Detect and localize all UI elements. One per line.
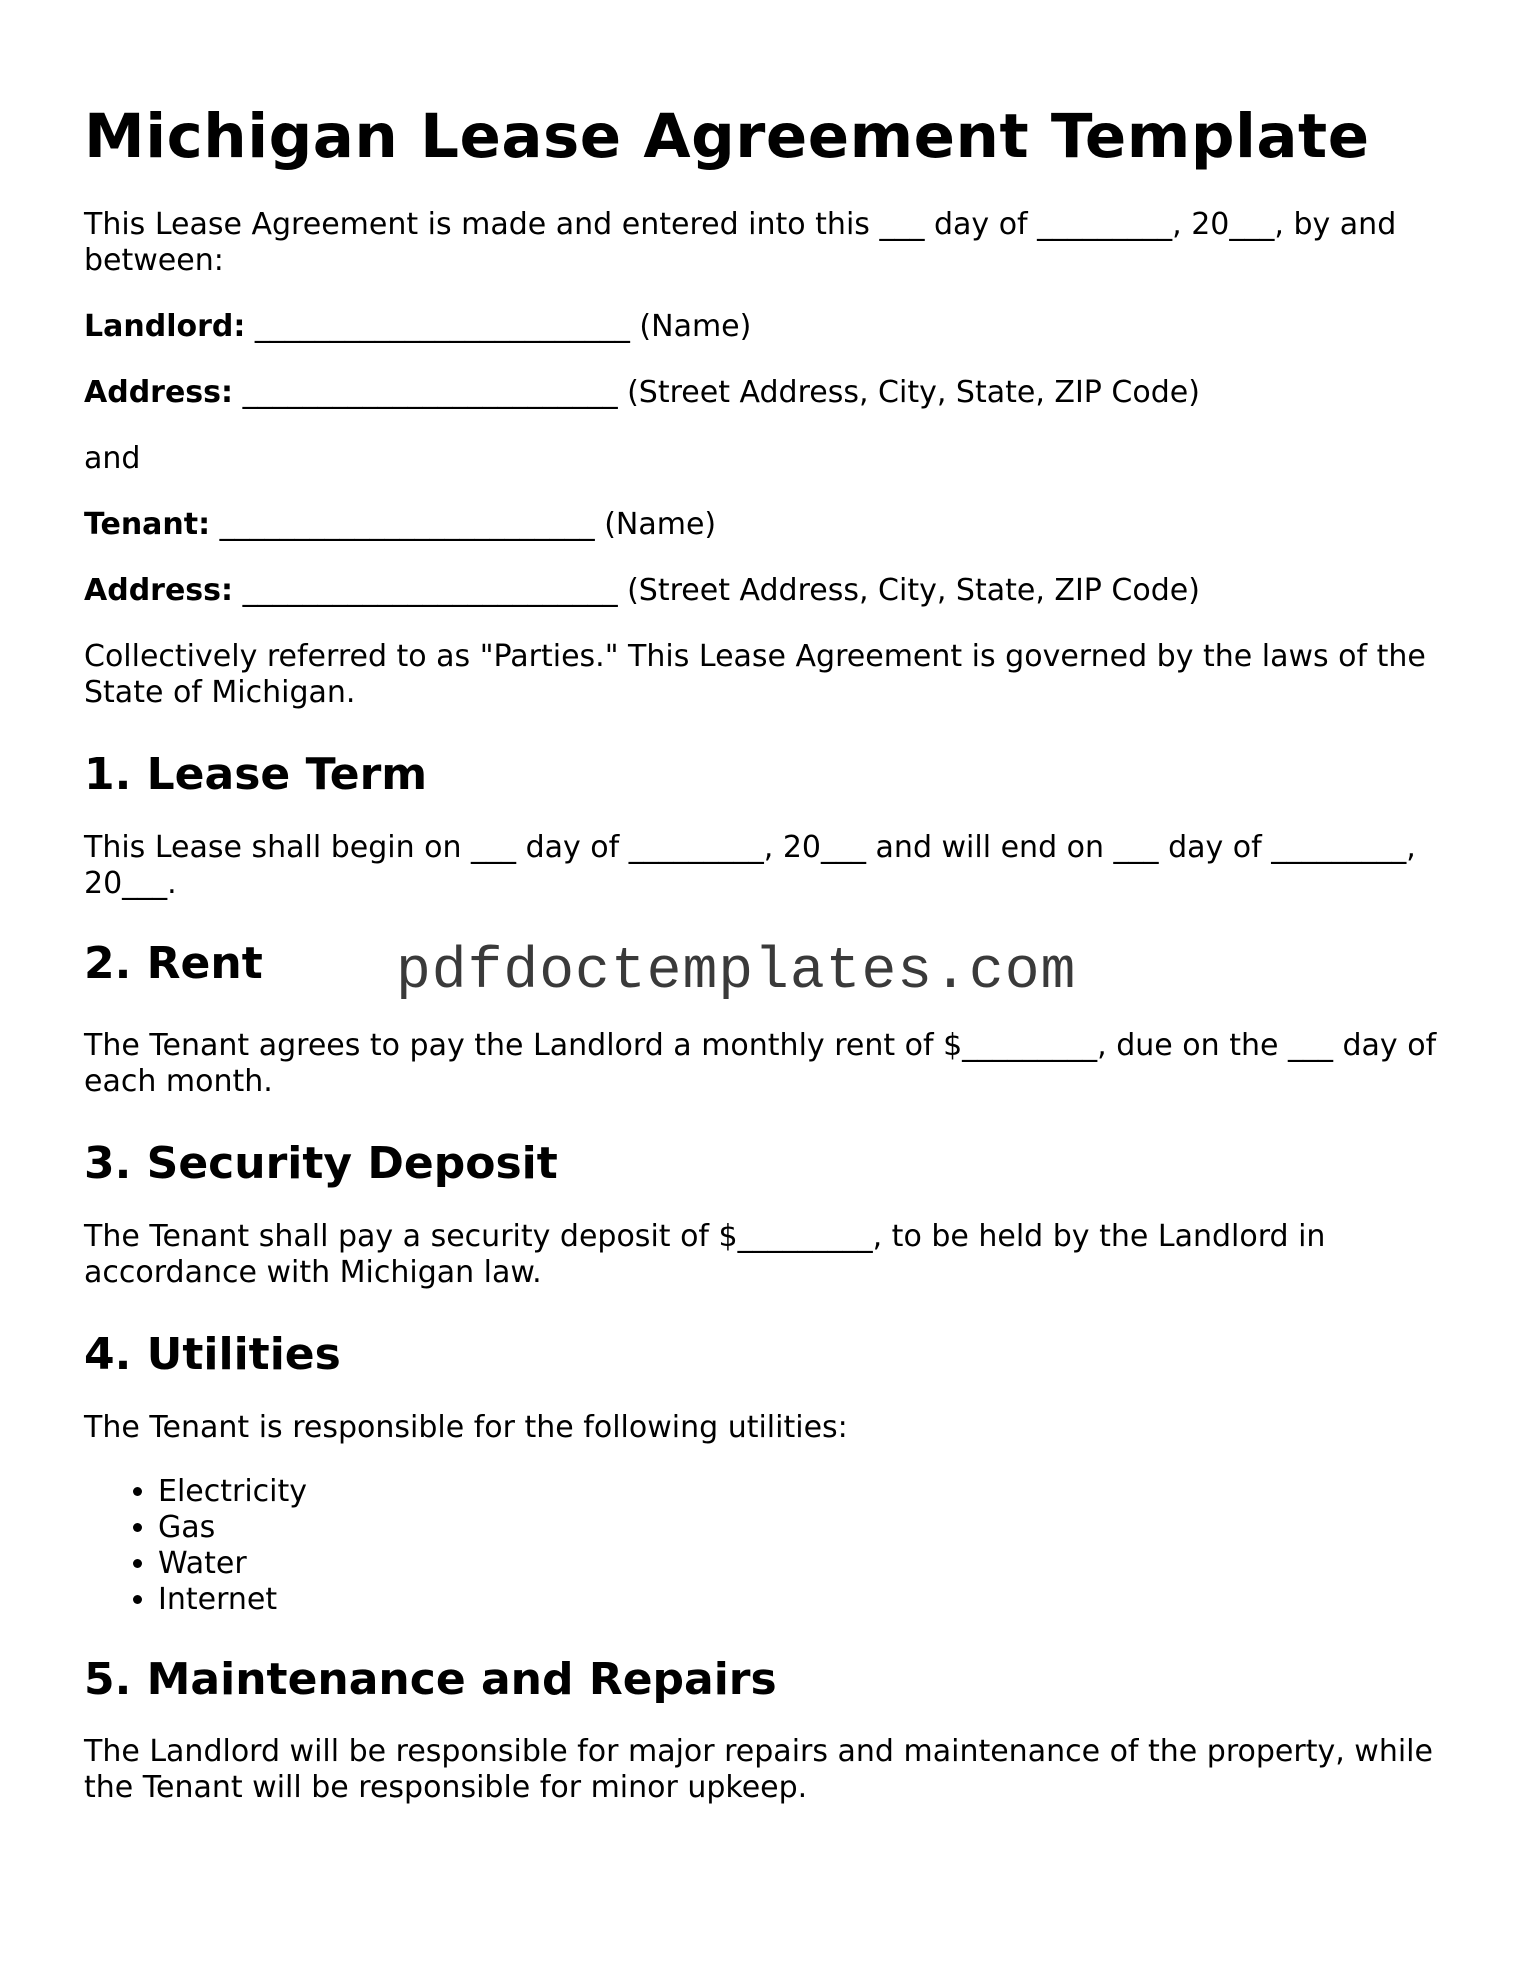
tenant-label: Tenant: [84, 507, 211, 543]
landlord-label: Landlord: [84, 309, 246, 345]
section-heading-utilities: 4. Utilities [84, 1328, 341, 1380]
landlord-name-blank: _________________________ (Name) [245, 309, 752, 345]
section-body-rent: The Tenant agrees to pay the Landlord a monthly rent of $_________, due on the ___ day of each month. [84, 1027, 1437, 1099]
tenant-address-blank: _________________________ (Street Address, City, State, ZIP Code) [233, 573, 1200, 609]
landlord-address-blank: _________________________ (Street Address, City, State, ZIP Code) [233, 375, 1200, 411]
section-heading-security-deposit: 3. Security Deposit [84, 1137, 558, 1189]
rent-heading-row [84, 937, 1456, 1005]
and-text: and [84, 441, 141, 477]
watermark: pdfdoctemplates.com [396, 939, 1077, 1005]
parties-paragraph: Collectively referred to as "Parties." This Lease Agreement is governed by the laws of the State of Michigan. [84, 639, 1426, 711]
utilities-list [84, 1474, 1456, 1618]
section-heading-lease-term: 1. Lease Term [84, 749, 428, 801]
landlord-name-line [84, 309, 1456, 345]
section-body-utilities: The Tenant is responsible for the following utilities: [84, 1409, 848, 1445]
list-item-electricity: • Electricity [158, 1474, 1456, 1510]
list-item-gas: • Gas [158, 1510, 1456, 1546]
tenant-name-blank: _________________________ (Name) [210, 507, 717, 543]
section-body-lease-term: This Lease shall begin on ___ day of _________, 20___ and will end on ___ day of _________, 20___. [84, 829, 1416, 901]
document-page [84, 100, 1456, 1806]
section-heading-maintenance: 5. Maintenance and Repairs [84, 1653, 777, 1705]
intro-paragraph: This Lease Agreement is made and entered into this ___ day of _________, 20___, by and between: [84, 207, 1397, 279]
list-item-water: • Water [158, 1546, 1456, 1582]
landlord-address-label: Address: [84, 375, 234, 411]
section-heading-rent: 2. Rent [84, 937, 263, 989]
landlord-address-line [84, 375, 1456, 411]
tenant-address-line [84, 573, 1456, 609]
tenant-address-label: Address: [84, 573, 234, 609]
list-item-internet: • Internet [158, 1582, 1456, 1618]
section-body-security-deposit: The Tenant shall pay a security deposit of $_________, to be held by the Landlord in accordance with Michigan law. [84, 1218, 1326, 1290]
tenant-name-line [84, 507, 1456, 543]
document-title: Michigan Lease Agreement Template [84, 101, 1370, 172]
section-body-maintenance: The Landlord will be responsible for major repairs and maintenance of the property, while the Tenant will be responsible for minor upkeep. [84, 1734, 1433, 1806]
